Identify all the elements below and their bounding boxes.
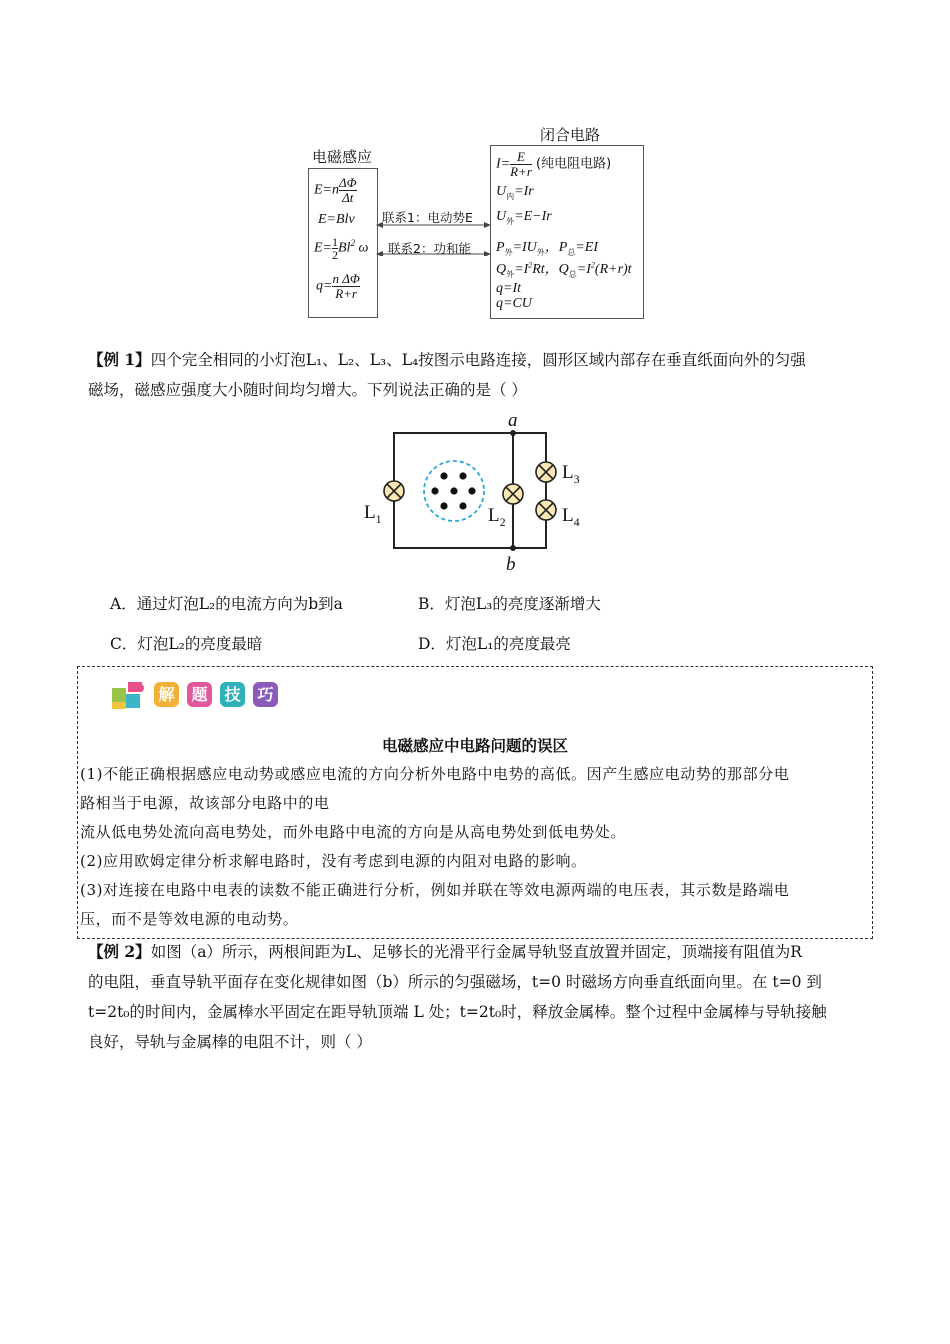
example2-line1: 如图（a）所示，两根间距为L、足够长的光滑平行金属导轨竖直放置并固定，顶端接有阻值为R bbox=[150, 943, 802, 961]
badge-char-4: 巧 bbox=[253, 682, 278, 707]
node-a-label: a bbox=[508, 410, 518, 431]
node-b-label: b bbox=[506, 554, 516, 575]
circuit-diagram bbox=[350, 408, 590, 578]
left-box-title: 电磁感应 bbox=[312, 148, 373, 166]
formula-u-out: $U_外=E-Ir$ bbox=[496, 209, 552, 226]
example1-question bbox=[88, 345, 863, 405]
tips-title: 电磁感应中电路问题的误区 bbox=[381, 737, 568, 755]
example1-line1: 四个完全相同的小灯泡L₁、L₂、L₃、L₄按图示电路连接，圆形区域内部存在垂直纸面向外的匀强 bbox=[150, 351, 806, 369]
l2-label: $L_2$ bbox=[488, 505, 506, 529]
formula-q-cu: q=CU bbox=[496, 296, 532, 311]
example1-label: 【例 1】 bbox=[88, 350, 151, 369]
option-a[interactable]: A．通过灯泡L₂的电流方向为b到a bbox=[110, 595, 343, 613]
badge-char-1: 解 bbox=[154, 682, 179, 707]
formula-heat: $Q_外=I^2Rt$，$Q_总=I^2(R+r)t$ bbox=[496, 260, 632, 279]
example1-line2: 磁场，磁感应强度大小随时间均匀增大。下列说法正确的是（ ） bbox=[88, 381, 527, 399]
l1-label: $L_1$ bbox=[364, 502, 382, 526]
lamp-l2 bbox=[503, 484, 523, 504]
option-c[interactable]: C．灯泡L₂的亮度最暗 bbox=[110, 635, 263, 653]
badge-char-2: 题 bbox=[187, 682, 212, 707]
example2-label: 【例 2】 bbox=[88, 942, 151, 961]
link1-label: 联系1：电动势E bbox=[382, 210, 473, 225]
formula-power: $P_外=IU_外$，$P_总=EI$ bbox=[496, 240, 599, 257]
tip1-line1: (1)不能正确根据感应电动势或感应电流的方向分析外电路中电势的高低。因产生感应电动势的那部分电 bbox=[80, 765, 790, 783]
option-d[interactable]: D．灯泡L₁的亮度最亮 bbox=[418, 635, 571, 653]
badge-char-3: 技 bbox=[220, 682, 245, 707]
formula-q-it: q=It bbox=[496, 281, 521, 296]
right-box-title: 闭合电路 bbox=[540, 126, 601, 144]
tip3-line1: (3)对连接在电路中电表的读数不能正确进行分析，例如并联在等效电源两端的电压表，其示数是路端电 bbox=[80, 881, 790, 899]
tip3-line2: 压，而不是等效电源的电动势。 bbox=[80, 910, 299, 928]
example2-line2: 的电阻，垂直导轨平面存在变化规律如图（b）所示的匀强磁场，t=0 时磁场方向垂直纸面向里。在 t=0 到 bbox=[88, 973, 822, 991]
tip1-line3: 流从低电势处流向高电势处，而外电路中电流的方向是从高电势处到低电势处。 bbox=[80, 823, 627, 841]
example2-line4: 良好，导轨与金属棒的电阻不计，则（ ） bbox=[88, 1033, 372, 1051]
l3-label: $L_3$ bbox=[562, 462, 580, 486]
option-b[interactable]: B．灯泡L₃的亮度逐渐增大 bbox=[418, 595, 601, 613]
lamp-l1 bbox=[384, 481, 404, 501]
tips-body bbox=[80, 760, 870, 934]
formula-q: q= $\frac{\text{n ΔΦ}}{R+r}$ bbox=[316, 271, 360, 301]
example2-line3: t=2t₀的时间内，金属棒水平固定在距导轨顶端 L 处；t=2t₀时，释放金属棒。整个过程中金属棒与导轨接触 bbox=[88, 1003, 827, 1021]
tip1-line2: 路相当于电源，故该部分电路中的电 bbox=[80, 794, 330, 812]
l4-label: $L_4$ bbox=[562, 505, 580, 529]
formula-u-in: $U_内=Ir$ bbox=[496, 184, 534, 201]
field-dots bbox=[431, 472, 475, 509]
formula-e-flux: E=n $\frac{\Delta\Phi}{\Delta t}$ bbox=[314, 175, 357, 205]
formula-e-blv: E=Blv bbox=[318, 212, 355, 227]
formula-e-rot: E= $\frac{1}{2}$ Bl$^2$ ω bbox=[314, 235, 369, 262]
lamp-l3 bbox=[536, 462, 556, 482]
example2-question bbox=[88, 937, 863, 1057]
tip2: (2)应用欧姆定律分析求解电路时，没有考虑到电源的内阻对电路的影响。 bbox=[80, 852, 587, 870]
lamp-l4 bbox=[536, 500, 556, 520]
formula-ohm: I= $\frac{E}{R+r}$ (纯电阻电路) bbox=[496, 149, 612, 179]
puzzle-icon bbox=[110, 680, 150, 710]
link2-label: 联系2：功和能 bbox=[388, 241, 471, 256]
